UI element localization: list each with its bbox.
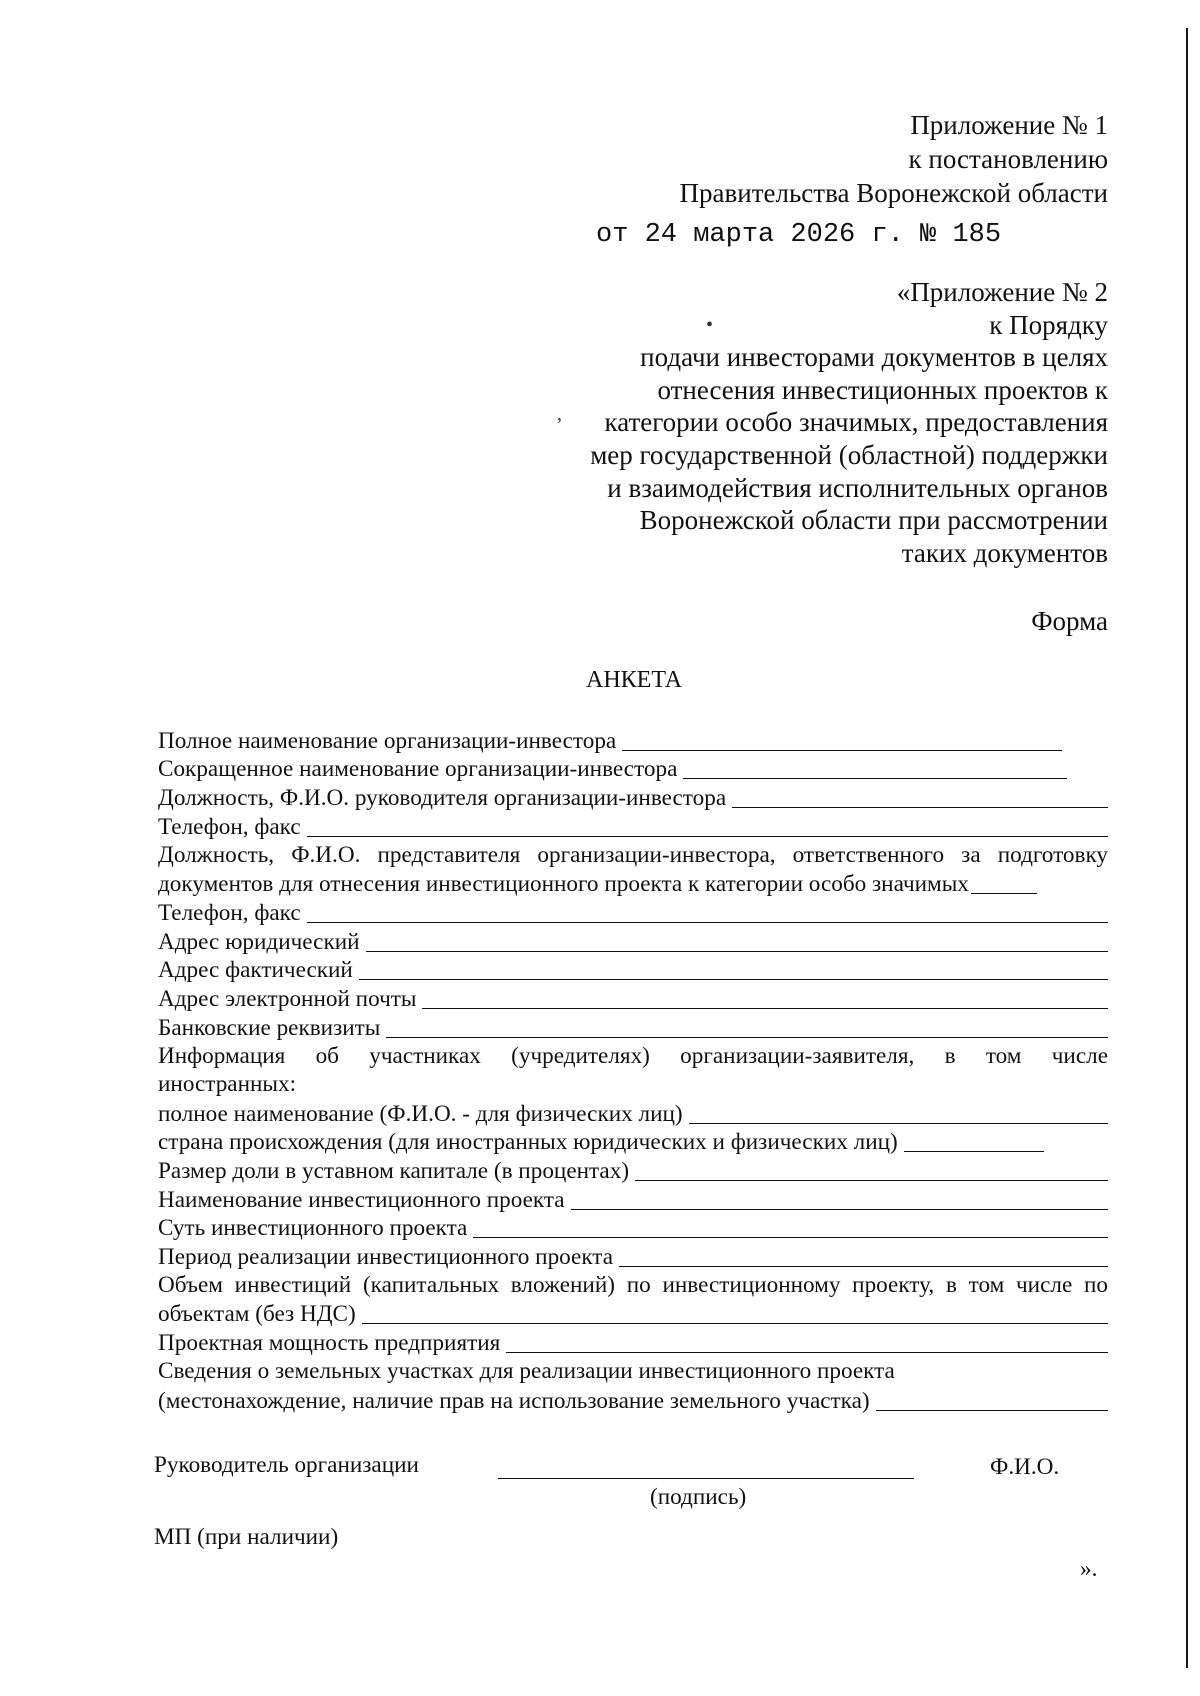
field-label: Адрес юридический	[158, 928, 360, 955]
fill-line[interactable]	[876, 1410, 1108, 1411]
field-row	[158, 1013, 1108, 1042]
appendix-line: таких документов	[901, 537, 1108, 568]
scan-speck: ’	[556, 414, 563, 436]
field-label: Суть инвестиционного проекта	[158, 1215, 468, 1242]
signature-fio: Ф.И.О.	[990, 1454, 1060, 1480]
fill-line[interactable]	[689, 1123, 1108, 1124]
field-row	[158, 956, 1108, 985]
field-label: Адрес фактический	[158, 957, 353, 984]
field-label: Должность, Ф.И.О. руководителя организации-инвестора	[158, 785, 727, 812]
field-label: Полное наименование организации-инвестора	[158, 727, 617, 754]
appendix-line: категории особо значимых, предоставления	[604, 407, 1108, 438]
signature-caption: (подпись)	[650, 1484, 747, 1510]
field-row	[158, 1185, 1108, 1214]
fill-line[interactable]	[506, 1352, 1108, 1353]
fill-line[interactable]	[635, 1180, 1108, 1181]
field-row	[158, 1156, 1108, 1185]
fill-line[interactable]	[904, 1151, 1044, 1152]
field-label: Адрес электронной почты	[158, 985, 417, 1012]
document-title: АНКЕТА	[586, 667, 683, 693]
field-row	[158, 1214, 1108, 1243]
appendix-line: Воронежской области при рассмотрении	[639, 505, 1108, 536]
form-label: Форма	[1031, 606, 1108, 636]
appendix-line: «Приложение № 2	[896, 277, 1108, 307]
fill-line[interactable]	[366, 951, 1108, 952]
field-row	[158, 984, 1108, 1013]
field-row	[158, 869, 1108, 898]
appendix-line: мер государственной (областной) поддержки	[590, 439, 1108, 470]
fill-line[interactable]	[307, 922, 1108, 923]
resolution-date-line: от 24 марта 2026 г. № 185	[596, 220, 1002, 250]
scan-speck: •	[706, 314, 714, 336]
field-label: Проектная мощность предприятия	[158, 1330, 501, 1357]
field-row	[158, 927, 1108, 956]
field-row: Объем инвестиций (капитальных вложений) по инвестиционному проекту, в том числе по	[158, 1272, 1108, 1299]
fill-line[interactable]	[422, 1008, 1108, 1009]
field-label: документов для отнесения инвестиционного проекта к категории особо значимых	[158, 871, 969, 898]
scan-page-edge	[1186, 28, 1188, 1668]
signature-role-label: Руководитель организации	[154, 1452, 419, 1478]
field-row	[158, 898, 1108, 927]
field-label: полное наименование (Ф.И.О. - для физических лиц)	[158, 1100, 683, 1127]
header-block	[680, 108, 1108, 210]
field-row	[158, 812, 1108, 841]
fill-line[interactable]	[971, 893, 1037, 894]
closing-quote: ».	[1080, 1556, 1098, 1582]
appendix-line: к Порядку	[989, 309, 1108, 340]
fill-line[interactable]	[732, 807, 1108, 808]
field-row: Информация об участниках (учредителях) организации-заявителя, в том числе	[158, 1042, 1108, 1069]
field-label: (местонахождение, наличие прав на использование земельного участка)	[158, 1387, 870, 1414]
field-row	[158, 1328, 1108, 1357]
field-row: Сведения о земельных участках для реализации инвестиционного проекта	[158, 1358, 895, 1385]
appendix-line: и взаимодействия исполнительных органов	[607, 472, 1108, 503]
fill-line[interactable]	[619, 1266, 1108, 1267]
appendix-block	[590, 276, 1108, 569]
fill-line[interactable]	[386, 1037, 1108, 1038]
field-row	[158, 783, 1108, 812]
appendix-line: отнесения инвестиционных проектов к	[657, 374, 1108, 405]
field-label: Наименование инвестиционного проекта	[158, 1186, 565, 1213]
fill-line[interactable]	[571, 1209, 1108, 1210]
field-row	[158, 755, 1108, 784]
fill-line[interactable]	[683, 778, 1067, 779]
field-label: объектам (без НДС)	[158, 1301, 356, 1328]
field-label: Сокращенное наименование организации-инвестора	[158, 756, 678, 783]
field-label: Банковские реквизиты	[158, 1014, 381, 1041]
field-row: иностранных:	[158, 1071, 297, 1098]
field-row	[158, 1128, 1108, 1157]
field-row	[158, 1386, 1108, 1415]
header-line: к постановлению	[908, 144, 1108, 174]
header-line: Приложение № 1	[910, 110, 1108, 140]
stamp-placeholder: МП (при наличии)	[154, 1524, 339, 1550]
field-row	[158, 726, 1108, 755]
questionnaire-fields	[158, 726, 1108, 1415]
fill-line[interactable]	[362, 1323, 1108, 1324]
signature-line[interactable]	[498, 1478, 914, 1479]
field-row	[158, 1242, 1108, 1271]
field-row	[158, 1099, 1108, 1128]
fill-line[interactable]	[359, 979, 1108, 980]
field-row: Должность, Ф.И.О. представителя организации-инвестора, ответственного за подготовку	[158, 841, 1108, 868]
field-row	[158, 1300, 1108, 1329]
appendix-line: подачи инвесторами документов в целях	[640, 342, 1108, 373]
fill-line[interactable]	[307, 836, 1108, 837]
fill-line[interactable]	[473, 1237, 1108, 1238]
field-label: Телефон, факс	[158, 813, 301, 840]
header-line: Правительства Воронежской области	[679, 178, 1108, 208]
field-label: страна происхождения (для иностранных юридических и физических лиц)	[158, 1129, 898, 1156]
field-label: Период реализации инвестиционного проекта	[158, 1244, 613, 1271]
field-label: Телефон, факс	[158, 899, 301, 926]
fill-line[interactable]	[622, 750, 1062, 751]
field-label: Размер доли в уставном капитале (в процентах)	[158, 1158, 630, 1184]
